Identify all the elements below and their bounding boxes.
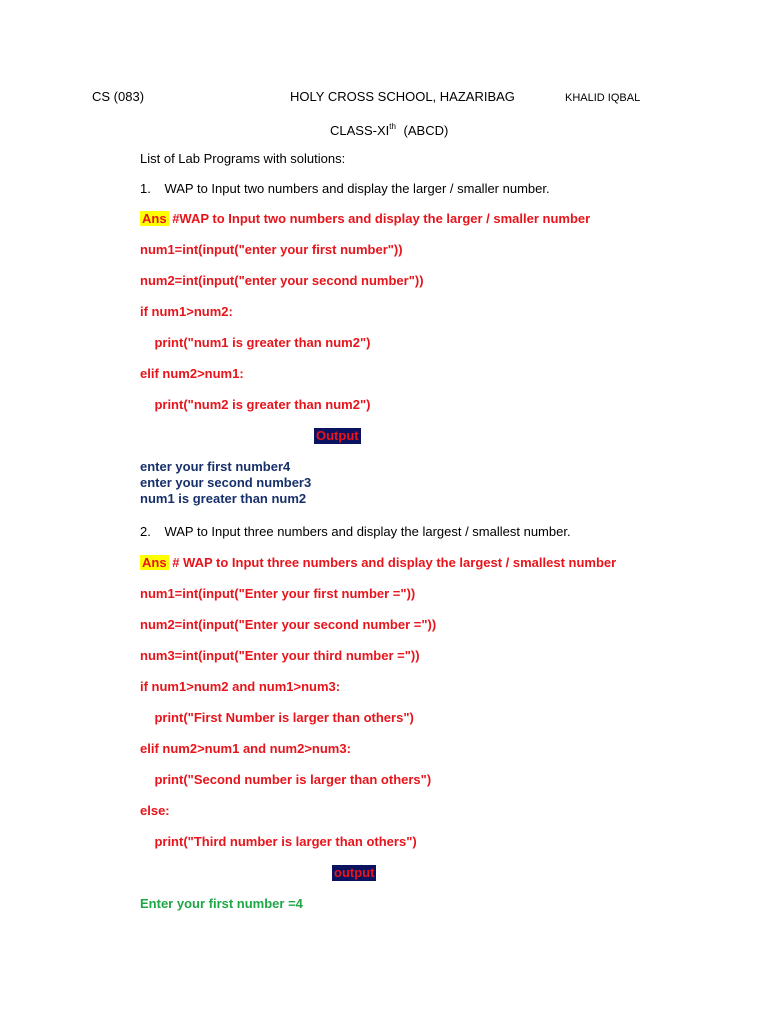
code-line: num3=int(input("Enter your third number =")) (140, 648, 420, 663)
answer-1-comment-line (140, 211, 590, 227)
code-line: if num1>num2 and num1>num3: (140, 679, 341, 694)
answer-2-comment-line (140, 555, 616, 571)
class-superscript: th (389, 122, 396, 131)
code-line: elif num2>num1: (140, 366, 244, 381)
code-line: elif num2>num1 and num2>num3: (140, 741, 351, 756)
code-line: print("num1 is greater than num2") (140, 335, 371, 350)
question-text: WAP to Input two numbers and display the larger / smaller number. (164, 181, 550, 196)
question-2 (140, 524, 571, 540)
author-name: KHALID IQBAL (565, 92, 641, 104)
intro-text: List of Lab Programs with solutions: (140, 151, 346, 166)
code-line: num2=int(input("enter your second number")) (140, 273, 424, 288)
code-line: num1=int(input("enter your first number")) (140, 242, 403, 257)
code-line: if num1>num2: (140, 304, 233, 319)
question-number: 1. (140, 181, 151, 196)
school-name: HOLY CROSS SCHOOL, HAZARIBAG (290, 89, 515, 104)
output-line: Enter your first number =4 (140, 896, 303, 911)
output-label-2: output (334, 865, 375, 880)
code-comment: #WAP to Input two numbers and display the larger / smaller number (172, 211, 591, 226)
question-number: 2. (140, 524, 151, 539)
code-line: print("First Number is larger than others") (140, 710, 414, 725)
output-label-1: Output (316, 428, 359, 443)
ans-label: Ans (142, 211, 167, 226)
output-line: num1 is greater than num2 (140, 491, 307, 506)
code-line: num1=int(input("Enter your first number =")) (140, 586, 416, 601)
question-text: WAP to Input three numbers and display the largest / smallest number. (164, 524, 571, 539)
output-line: enter your first number4 (140, 459, 291, 474)
output-line: enter your second number3 (140, 475, 312, 490)
code-line: print("Third number is larger than others") (140, 834, 417, 849)
code-line: num2=int(input("Enter your second number =")) (140, 617, 437, 632)
code-comment: # WAP to Input three numbers and display the largest / smallest number (172, 555, 617, 570)
class-sections: (ABCD) (403, 123, 449, 138)
code-line: print("num2 is greater than num2") (140, 397, 371, 412)
course-code: CS (083) (92, 89, 145, 104)
code-line: else: (140, 803, 170, 818)
question-1 (140, 181, 550, 197)
code-line: print("Second number is larger than others") (140, 772, 432, 787)
class-prefix: CLASS-XI (330, 123, 390, 138)
ans-label: Ans (142, 555, 167, 570)
class-title (330, 119, 448, 139)
